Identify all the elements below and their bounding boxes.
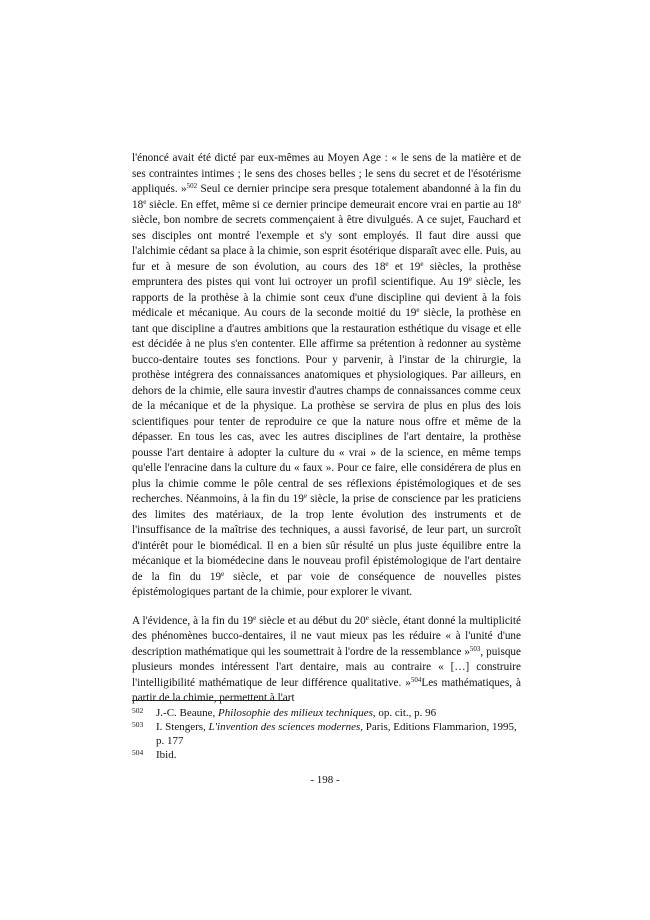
footnote-ref-504[interactable]: 504 bbox=[410, 675, 422, 684]
superscript: e bbox=[517, 197, 521, 206]
text-run: et 19 bbox=[388, 260, 421, 273]
body-paragraph-1 bbox=[132, 151, 521, 601]
footnote-divider bbox=[132, 700, 289, 701]
footnotes bbox=[132, 706, 521, 762]
footnote-504 bbox=[132, 748, 521, 762]
text-run: Seul ce dernier principe sera presque totalement abandonné à la fin du 18 bbox=[132, 183, 521, 211]
superscript: e bbox=[221, 569, 225, 578]
text-run: siècle, bon nombre de secrets commençaient à être divulgués. A ce sujet, Fauchard et ses disciples ont montré l'exemple et s'y sont employés. Il faut dire aussi que l'alchimie cédant sa place à la chimie, son esprit ésotérique disparaît avec elle. Puis, au fur et à mesure de son évolution, au cours des 18 bbox=[132, 214, 521, 273]
footnote-ref-502[interactable]: 502 bbox=[186, 182, 198, 190]
superscript: e bbox=[385, 259, 389, 268]
footnote-text: I. Stengers, bbox=[156, 721, 209, 733]
footnote-ref-503[interactable]: 503 bbox=[469, 644, 481, 653]
page-number: - 198 - bbox=[310, 774, 340, 786]
footnote-text: J.-C. Beaune, bbox=[156, 707, 219, 719]
footnote-title: L'invention des sciences modernes bbox=[208, 721, 361, 733]
footnote-502 bbox=[132, 706, 521, 720]
text-run: siècle, les rapports de la prothèse à la chimie sont ceux d'une discipline qui devient à la fois médicale et mécanique. Au cours de la seconde moitié du 19 bbox=[132, 276, 521, 319]
footnote-number: 503 bbox=[132, 720, 144, 729]
footnote-number: 502 bbox=[132, 706, 144, 715]
superscript: e bbox=[303, 492, 307, 500]
main-text bbox=[132, 151, 521, 707]
body-paragraph-2 bbox=[132, 614, 521, 707]
text-run: siècle, étant donné la multiplicité des phénomènes bucco-dentaires, il ne vaut mieux pas les réduire « à l'unité d'une description mathématique qui les soumettrait à l'ordre de la ressemblance » bbox=[132, 614, 521, 658]
text-run: siècle, la prothèse en tant que discipline a d'autres ambitions que la restauration esthétique du visage et elle est décidée à ne plus s'en contenter. Elle affirme sa prétention à redonner au système bucco-dentaire toutes ses fonctions. Pour y parvenir, à l'instar de la chirurgie, la prothèse intégrera des connaissances anatomiques et physiologiques. Par ailleurs, en dehors de la chimie, elle saura investir d'autres champs de connaissances comme ceux de la mécanique et de la physique. La prothèse se servira de plus en plus des lois scientifiques pour tenter de reproduire ce que la nature nous offre et même de la dépasser. En tous les cas, avec les autres disciplines de l'art dentaire, la prothèse pousse l'art dentaire à adopter la culture du « vrai » de la science, en même temps qu'elle l'enracine dans la culture du « faux ». Pour ce faire, elle considérera de plus en plus la chimie comme le pôle central de ses réflexions épistémologiques et de ses recherches. Néanmoins, à la fin du 19 bbox=[132, 307, 522, 505]
text-run: Les mathématiques, à partir de la chimie, permettent à l'art bbox=[132, 676, 521, 704]
footnote-title: Philosophie des milieux techniques bbox=[218, 707, 373, 719]
text-run: siècles, la prothèse empruntera des pistes qui vont lui octroyer un profil scientifique. Au 19 bbox=[132, 260, 521, 288]
text-run: A l'évidence, à la fin du 19 bbox=[132, 614, 254, 627]
text-run: siècle, et par voie de conséquence de nouvelles pistes épistémologiques partant de la chimie, pour explorer le vivant. bbox=[132, 570, 521, 598]
superscript: e bbox=[468, 275, 472, 283]
superscript: e bbox=[416, 306, 420, 314]
superscript: e bbox=[143, 197, 147, 206]
superscript: e bbox=[420, 259, 424, 268]
text-run: siècle et au début du 20 bbox=[256, 614, 366, 627]
footnote-text: , op. cit., p. 96 bbox=[372, 707, 437, 719]
superscript: e bbox=[253, 613, 257, 622]
footnote-number: 504 bbox=[132, 748, 144, 757]
text-run: l'énoncé avait été dicté par eux-mêmes au Moyen Age : « le sens de la matière et de ses contraintes intimes ; le sens des choses belles ; le sens du secret et de l'ésotérisme appliqués. » bbox=[132, 152, 521, 195]
text-run: siècle, la prise de conscience par les praticiens des limites des matériaux, de la trop lente évolution des instruments et de l'insuffisance de la maîtrise des techniques, a aussi favorisé, de leur part, un surcroît d'intérêt pour le biomédical. Il en a bien sûr résulté un plus juste équilibre entre la mécanique et la biomédecine dans le nouveau profil épistémologique de l'art dentaire de la fin du 19 bbox=[132, 493, 521, 583]
text-run: siècle. En effet, même si ce dernier principe demeurait encore vrai en partie au 18 bbox=[146, 198, 518, 211]
text-run: , puisque plusieurs mondes intéressent l'art dentaire, mais au contraire « […] construire l'intelligibilité mathématique de leur différence qualitative. » bbox=[132, 645, 521, 689]
footnote-text: Ibid. bbox=[156, 749, 177, 761]
footnote-503 bbox=[132, 720, 521, 748]
superscript: e bbox=[365, 613, 369, 622]
footnote-text: , Paris, Editions Flammarion, 1995, p. 177 bbox=[156, 721, 517, 747]
